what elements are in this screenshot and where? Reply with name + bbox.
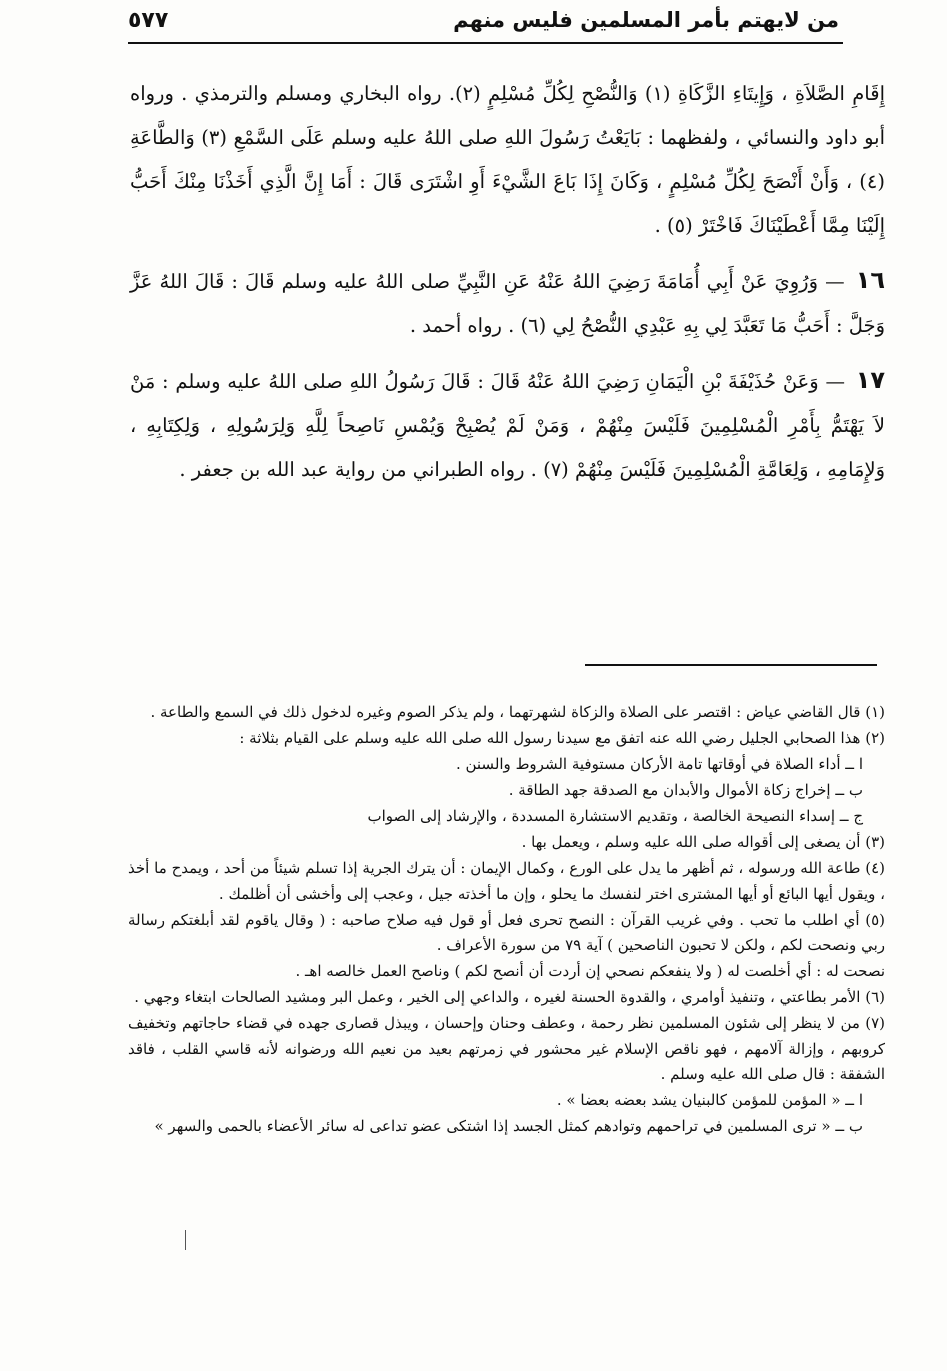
footnote: (١) قال القاضي عياض : اقتصر على الصلاة والزكاة لشهرتهما ، ولم يذكر الصوم وغيره لدخول ذلك في السمع والطاعة .: [150, 703, 885, 721]
footnote: (٣) أن يصغى إلى أقواله صلى الله عليه وسلم ، ويعمل بها .: [521, 833, 885, 851]
footnote-subitem: ا ــ أداء الصلاة في أوقاتها تامة الأركان مستوفية الشروط والسنن .: [455, 755, 863, 773]
footnote: (٢) هذا الصحابي الجليل رضي الله عنه اتفق مع سيدنا رسول الله صلى الله عليه وسلم على القيام بثلاثة :: [239, 729, 885, 747]
hadith-text: — وَرُوِيَ عَنْ أَبِي أُمَامَةَ رَضِيَ اللهُ عَنْهُ عَنِ النَّبِيِّ صلى اللهُ عليه وسلم قَالَ : قَالَ اللهُ عَزَّ وَجَلَّ : أَحَبُّ مَا تَعَبَّدَ لِي بِهِ عَبْدِي النُّصْحُ لِي (٦) . رواه أحمد .: [130, 270, 885, 337]
footnotes: [128, 700, 885, 1140]
footnote: (٤) طاعة الله ورسوله ، ثم أظهر ما يدل على الورع ، وكمال الإيمان : أن يترك الجرية إذا تسلم شيئاً من أحد ، ويمدح ما أخذ ، ويقول أيها البائع أو أيها المشترى اختر لنفسك ما يحلو ، وإن ما أخذته جيل ، وعجب إلى وأخشى أن أظلمك .: [128, 859, 886, 903]
header-rule: [128, 42, 843, 44]
running-title: من لايهتم بأمر المسلمين فليس منهم: [453, 8, 839, 32]
footnote: نصحت له : أي أخلصت له ( ولا ينفعكم نصحي إن أردت أن أنصح لكم ) وناصح العمل خالصه اهـ .: [295, 962, 885, 980]
footnote-subitem: ب ــ « ترى المسلمين في تراحمهم وتوادهم كمثل الجسد إذا اشتكى عضو تداعى له سائر الأعضاء بالحمى والسهر »: [154, 1117, 863, 1135]
main-text: [130, 72, 885, 492]
footnote-divider: [585, 664, 877, 666]
margin-mark: [185, 1230, 186, 1250]
footnote: (٦) الأمر بطاعتي ، وتنفيذ أوامري ، والقدوة الحسنة لغيره ، والداعي إلى الخير ، وعمل البر ومشيد الصالحات ابتغاء وجهي .: [134, 988, 885, 1006]
continuation-paragraph: إِقَامِ الصَّلاَةِ ، وَإِيتَاءِ الزَّكَاةِ (١) وَالنُّصْحِ لِكُلِّ مُسْلِمٍ (٢). رواه البخاري ومسلم والترمذي . ورواه أبو داود والنسائي ، ولفظهما : بَايَعْتُ رَسُولَ اللهِ صلى اللهُ عليه وسلم عَلَى السَّمْعِ (٣) وَالطَّاعَةِ (٤) ، وَأَنْ أَنْصَحَ لِكُلِّ مُسْلِمٍ ، وَكَانَ إِذَا بَاعَ الشَّيْءَ أَوِ اشْتَرَى قَالَ : أَمَا إِنَّ الَّذِي أَخَذْنَا مِنْكَ أَحَبُّ إِلَيْنَا مِمَّا أَعْطَيْنَاكَ فَاخْتَرْ (٥) .: [130, 82, 885, 237]
running-header: [128, 8, 839, 42]
footnote: (٧) من لا ينظر إلى شئون المسلمين نظر رحمة ، وعطف وحنان وإحسان ، ويبذل قصارى جهده في قضاء حاجاتهم وتخفيف كروبهم ، وإزالة آلامهم ، فهو ناقص الإسلام غير محشور في زمرتهم بعيد من نعيم الله ورضوانه لأنه قاسي القلب ، فاقد الشفقة : قال صلى الله عليه وسلم .: [128, 1014, 885, 1083]
hadith-number: ١٦: [855, 266, 886, 294]
footnote-subitem: ج ــ إسداء النصيحة الخالصة ، وتقديم الاستشارة المسددة ، والإرشاد إلى الصواب: [367, 807, 863, 825]
page-number: ٥٧٧: [128, 8, 169, 33]
hadith-17: [130, 358, 885, 492]
footnote-subitem: ب ــ إخراج زكاة الأموال والأبدان مع الصدقة جهد الطاقة .: [508, 781, 863, 799]
hadith-number: ١٧: [855, 366, 885, 394]
footnote-subitem: ا ــ « المؤمن للمؤمن كالبنيان يشد بعضه بعضا » .: [556, 1091, 863, 1109]
hadith-text: — وَعَنْ حُذَيْفَةَ بْنِ الْيَمَانِ رَضِيَ اللهُ عَنْهُ قَالَ : قَالَ رَسُولُ اللهِ صلى اللهُ عليه وسلم : مَنْ لاَ يَهْتَمُّ بِأَمْرِ الْمُسْلِمِينَ فَلَيْسَ مِنْهُمْ ، وَمَنْ لَمْ يُصْبِحْ وَيُمْسِ نَاصِحاً لِلَّهِ وَلِرَسُولِهِ ، وَلِكِتَابِهِ ، وَلإِمَامِهِ ، وَلِعَامَّةِ الْمُسْلِمِينَ فَلَيْسَ مِنْهُمْ (٧) . رواه الطبراني من رواية عبد الله بن جعفر .: [130, 370, 885, 481]
hadith-16: [130, 258, 885, 348]
footnote: (٥) أي اطلب ما تحب . وفي غريب القرآن : النصح تحرى فعل أو قول فيه صلاح صاحبه : ( وقال ياقوم لقد أبلغتكم رسالة ربي ونصحت لكم ، ولكن لا تحبون الناصحين ) آية ٧٩ من سورة الأعراف .: [128, 910, 885, 954]
